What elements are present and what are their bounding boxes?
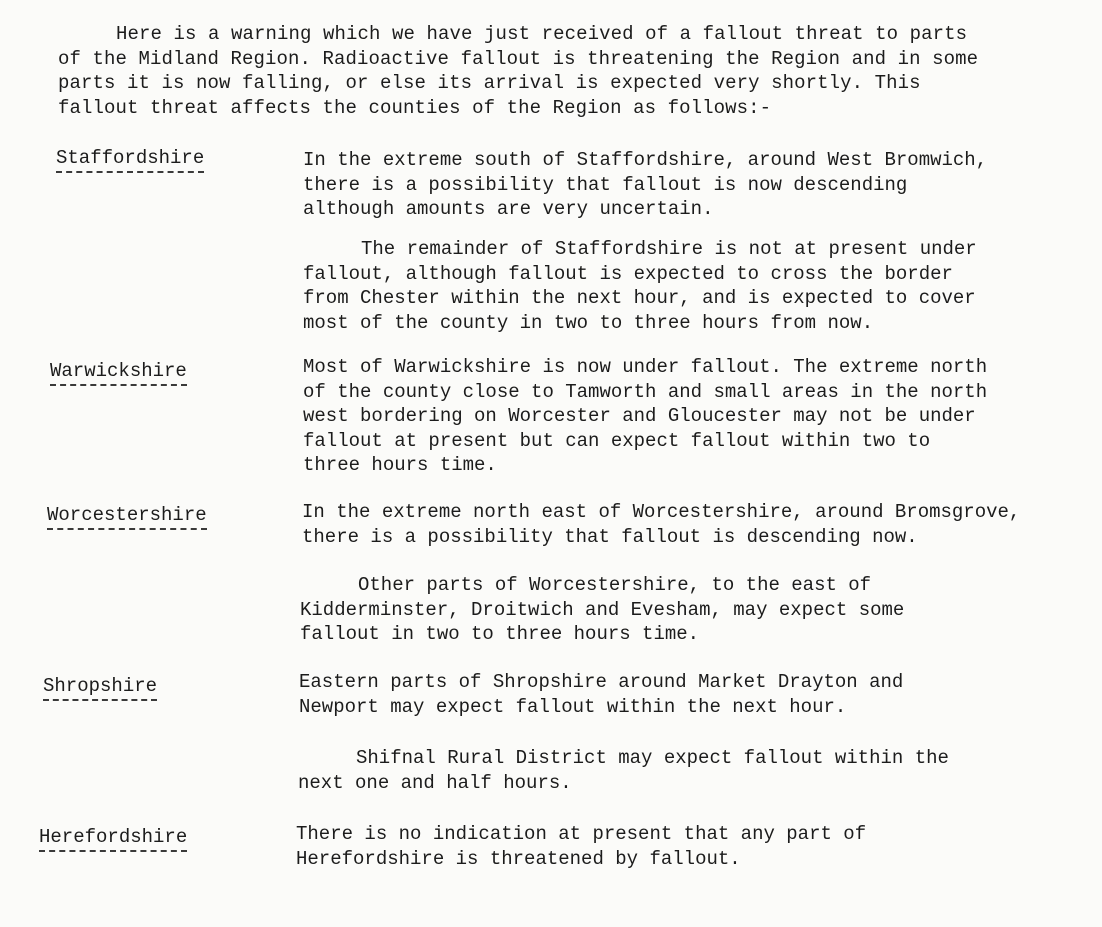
intro-line: Here is a warning which we have just received of a fallout threat to parts (116, 23, 968, 45)
paragraph-line: Eastern parts of Shropshire around Market Drayton and (299, 671, 904, 693)
intro-line: fallout threat affects the counties of the Region as follows:- (58, 96, 772, 119)
county-paragraph (296, 822, 866, 871)
county-heading-staffordshire: Staffordshire (56, 146, 204, 173)
intro-line: parts it is now falling, or else its arrival is expected very shortly. This (58, 72, 921, 94)
paragraph-line: Herefordshire is threatened by fallout. (296, 847, 741, 870)
paragraph-line: Most of Warwickshire is now under fallout. The extreme north (303, 356, 988, 378)
paragraph-line: although amounts are very uncertain. (303, 198, 714, 220)
county-paragraph (300, 573, 904, 647)
paragraph-line: Kidderminster, Droitwich and Evesham, may expect some (300, 598, 905, 621)
paragraph-line: next one and half hours. (298, 771, 572, 794)
county-heading-worcestershire: Worcestershire (47, 503, 207, 530)
county-heading-shropshire: Shropshire (43, 674, 157, 701)
paragraph-line: there is a possibility that fallout is descending now. (302, 525, 918, 548)
paragraph-line: Newport may expect fallout within the next hour. (299, 695, 847, 718)
county-paragraph (303, 355, 987, 478)
county-paragraph (303, 237, 977, 335)
paragraph-line: The remainder of Staffordshire is not at present under (361, 238, 977, 260)
paragraph-line: There is no indication at present that any part of (296, 823, 867, 845)
county-paragraph (299, 670, 903, 719)
intro-line: of the Midland Region. Radioactive fallout is threatening the Region and in some (58, 47, 979, 70)
paragraph-line: there is a possibility that fallout is now descending (303, 173, 908, 196)
paragraph-line: most of the county in two to three hours from now. (303, 311, 874, 334)
county-heading-warwickshire: Warwickshire (50, 359, 187, 386)
intro-paragraph (58, 22, 1068, 120)
paragraph-line: three hours time. (303, 454, 497, 476)
paragraph-line: In the extreme north east of Worcestershire, around Bromsgrove, (302, 501, 1021, 523)
paragraph-line: fallout at present but can expect fallout within two to (303, 429, 931, 452)
county-paragraph (302, 500, 1020, 549)
paragraph-line: In the extreme south of Staffordshire, around West Bromwich, (303, 149, 988, 171)
paragraph-line: Shifnal Rural District may expect fallout within the (356, 747, 949, 769)
paragraph-line: from Chester within the next hour, and is expected to cover (303, 287, 976, 309)
county-heading-herefordshire: Herefordshire (39, 825, 187, 852)
paragraph-line: west bordering on Worcester and Gloucester may not be under (303, 405, 976, 427)
county-paragraph (298, 746, 949, 795)
paragraph-line: of the county close to Tamworth and small areas in the north (303, 380, 988, 403)
paragraph-line: Other parts of Worcestershire, to the east of (358, 574, 872, 596)
county-paragraph (303, 148, 987, 222)
paragraph-line: fallout, although fallout is expected to cross the border (303, 262, 953, 285)
paragraph-line: fallout in two to three hours time. (300, 623, 700, 645)
